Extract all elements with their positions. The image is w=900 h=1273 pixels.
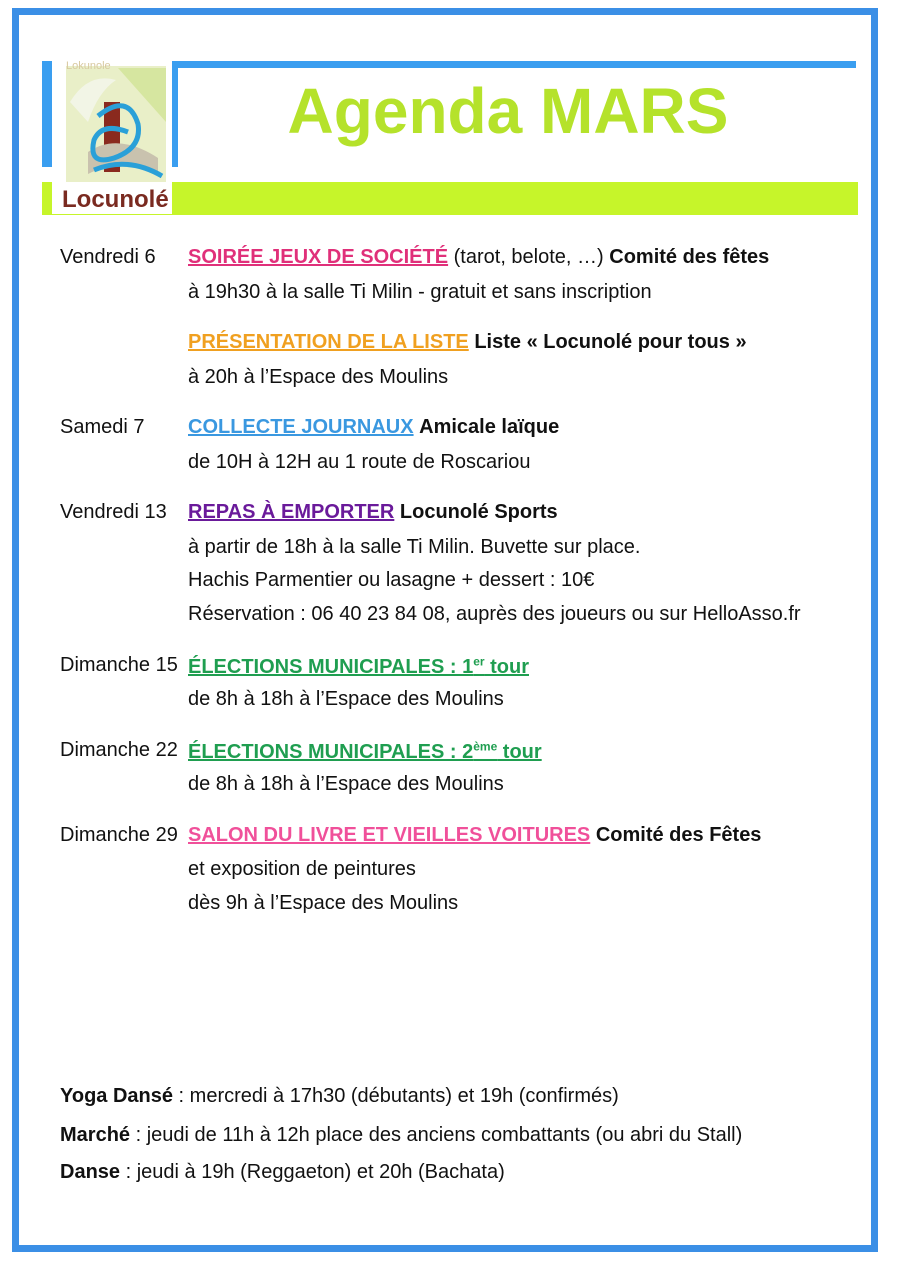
event-line: dès 9h à l’Espace des Moulins — [188, 892, 459, 914]
event-title[interactable]: SALON DU LIVRE ET VIEILLES VOITURES — [188, 824, 591, 846]
event-organizer: Liste « Locunolé pour tous » — [474, 331, 747, 353]
event-heading — [188, 416, 559, 439]
event-title[interactable]: ÉLECTIONS MUNICIPALES : 1er tour — [188, 654, 529, 678]
event-line: de 10H à 12H au 1 route de Roscariou — [188, 451, 531, 473]
event-line: et exposition de peintures — [188, 858, 416, 880]
activity-item — [60, 1085, 619, 1108]
event-heading — [188, 654, 529, 679]
event-line: à 20h à l’Espace des Moulins — [188, 366, 449, 388]
event-line: à partir de 18h à la salle Ti Milin. Buvette sur place. — [188, 536, 641, 558]
event-title[interactable]: REPAS À EMPORTER — [188, 501, 395, 523]
event-title[interactable]: ÉLECTIONS MUNICIPALES : 2ème tour — [188, 739, 542, 763]
event-day: Dimanche 22 — [60, 739, 178, 761]
event-title[interactable]: COLLECTE JOURNAUX — [188, 416, 414, 438]
event-organizer: Comité des Fêtes — [595, 824, 762, 846]
event-line: de 8h à 18h à l’Espace des Moulins — [188, 688, 504, 710]
event-line: de 8h à 18h à l’Espace des Moulins — [188, 773, 504, 795]
event-day: Vendredi 6 — [60, 246, 156, 268]
event-day: Dimanche 29 — [60, 824, 178, 846]
event-organizer: Comité des fêtes — [609, 246, 770, 268]
event-title[interactable]: SOIRÉE JEUX DE SOCIÉTÉ — [188, 246, 449, 268]
logo-name: Locunolé — [62, 186, 169, 213]
activity-item — [60, 1124, 742, 1147]
event-organizer: Locunolé Sports — [399, 501, 558, 523]
activity-text: : jeudi à 19h (Reggaeton) et 20h (Bachata) — [120, 1161, 505, 1183]
event-title[interactable]: PRÉSENTATION DE LA LISTE — [188, 331, 469, 353]
event-line: Réservation : 06 40 23 84 08, auprès des joueurs ou sur HelloAsso.fr — [188, 603, 801, 625]
activity-label: Danse — [60, 1161, 121, 1183]
event-line: Hachis Parmentier ou lasagne + dessert : 10€ — [188, 569, 595, 591]
activity-label: Marché — [60, 1124, 131, 1146]
event-heading — [188, 739, 542, 764]
event-heading — [188, 501, 558, 524]
event-heading — [188, 824, 761, 847]
logo-emblem-icon — [58, 62, 170, 186]
activity-text: : mercredi à 17h30 (débutants) et 19h (confirmés) — [173, 1085, 619, 1107]
activity-label: Yoga Dansé — [60, 1085, 173, 1107]
event-day: Vendredi 13 — [60, 501, 167, 523]
event-heading — [188, 331, 747, 354]
event-day: Dimanche 15 — [60, 654, 178, 676]
activity-text: : jeudi de 11h à 12h place des anciens combattants (ou abri du Stall) — [130, 1124, 743, 1146]
event-line: à 19h30 à la salle Ti Milin - gratuit et sans inscription — [188, 281, 652, 303]
page-title: Agenda MARS — [287, 75, 729, 147]
event-organizer: Amicale laïque — [419, 416, 560, 438]
activity-item — [60, 1161, 505, 1184]
event-heading — [188, 246, 769, 269]
event-day: Samedi 7 — [60, 416, 145, 438]
event-detail: (tarot, belote, …) — [448, 246, 610, 268]
logo-small-text: Lokunole — [66, 60, 111, 72]
